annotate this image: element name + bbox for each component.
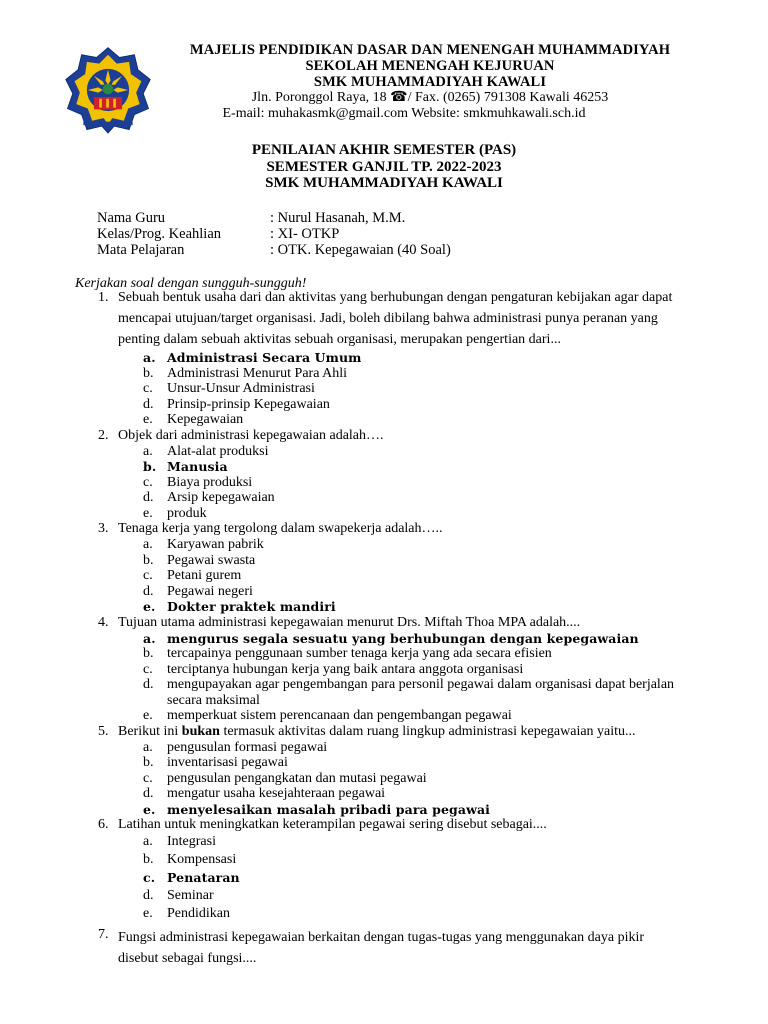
option-text: Penataran [167,870,240,885]
option-b [75,646,705,662]
question-text-line: Sebuah bentuk usaha dari dan aktivitas yang berhubungan dengan pengaturan kebijakan agar dapat [118,290,673,305]
question-text-line: Fungsi administrasi kepegawaian berkaitan dengan tugas-tugas yang menggunakan daya pikir [118,930,645,945]
question-number: 5. [98,723,109,739]
option-letter: d. [143,786,154,801]
info-row-teacher [97,210,451,226]
option-text: Alat-alat produksi [167,443,269,459]
question-number: 1. [98,290,109,305]
option-text: mengurus segala sesuatu yang berhubungan dengan kepegawaian [167,630,639,646]
option-letter: c. [143,568,153,583]
option-d [75,490,705,506]
exam-info [97,210,451,258]
option-text: memperkuat sistem perencanaan dan pengembangan pegawai [167,708,512,723]
option-text: Karyawan pabrik [167,537,264,552]
option-text: Pegawai swasta [167,552,256,568]
question-number: 7. [98,927,109,942]
option-letter: a. [143,443,153,459]
option-d [75,397,705,413]
question-list [75,290,705,969]
question-text: Tujuan utama administrasi kepegawaian menurut Drs. Miftah Thoa MPA adalah.... [118,614,581,630]
option-c [75,662,705,678]
info-value: : Nurul Hasanah, M.M. [270,210,406,226]
option-text: Kepegawaian [167,412,244,427]
option-text: Dokter praktek mandiri [167,599,336,614]
question-number: 4. [98,614,109,630]
option-text: pengusulan pengangkatan dan mutasi pegawai [167,770,427,786]
option-letter: d. [143,677,154,692]
info-value: : OTK. Kepegawaian (40 Soal) [270,242,451,258]
option-e [75,708,705,724]
option-letter: b. [143,459,157,474]
option-text: Administrasi Menurut Para Ahli [167,365,348,381]
option-b [75,366,705,382]
option-letter: e. [143,412,153,427]
option-text: Biaya produksi [167,474,253,490]
option-letter: b. [143,755,154,770]
option-letter: b. [143,365,154,381]
info-label: Nama Guru [97,210,166,226]
question-text-line: penting dalam sebuah aktivitas sebuah organisasi, merupakan pengertian dari... [118,332,561,347]
instruction: Kerjakan soal dengan sungguh-sungguh! [75,276,307,291]
option-a [75,740,705,756]
option-letter: c. [143,661,153,677]
option-letter: c. [143,870,156,885]
option-letter: a. [143,739,153,755]
option-text: Pegawai negeri [167,583,253,599]
option-text: Pendidikan [167,906,230,921]
question-text-emphasis: bukan [181,723,220,739]
question-text-line: disebut sebagai fungsi.... [118,951,257,966]
question-6 [75,817,705,833]
option-text: mengatur usaha kesejahteraan pegawai [167,786,386,801]
option-text: Prinsip-prinsip Kepegawaian [167,396,330,412]
question-text: Tenaga kerja yang tergolong dalam swapekerja adalah….. [118,521,443,536]
option-e [75,506,705,522]
question-text [118,287,698,350]
option-letter: d. [143,583,154,599]
exam-title-line-1: PENILAIAN AKHIR SEMESTER (PAS) [251,142,517,158]
question-text-part: termasuk aktivitas dalam ruang lingkup administrasi kepegawaian yaitu... [219,723,636,739]
question-3 [75,521,705,537]
option-letter: b. [143,852,154,867]
option-text: Unsur-Unsur Administrasi [167,381,315,396]
school-logo [64,46,152,134]
option-c [75,771,705,787]
exam-title-line-3: SMK MUHAMMADIYAH KAWALI [265,175,503,191]
option-text: Kompensasi [167,852,237,867]
option-text: produk [167,505,207,521]
question-text: Latihan untuk meningkatkan keterampilan pegawai sering disebut sebagai.... [118,817,547,832]
option-text: Administrasi Secara Umum [167,350,362,365]
option-e [75,599,705,615]
option-letter: d. [143,490,154,505]
info-label: Mata Pelajaran [97,242,185,258]
question-4 [75,615,705,631]
option-d [75,677,705,708]
option-d [75,887,705,905]
option-letter: e. [143,599,156,614]
option-text: Integrasi [167,834,216,849]
info-value: : XI- OTKP [270,226,340,242]
option-text: pengusulan formasi pegawai [167,739,328,755]
option-text: inventarisasi pegawai [167,755,288,770]
option-text-line: mengupayakan agar pengembangan para personil pegawai dalam organisasi dapat berjalan [167,677,675,692]
option-b [75,851,705,869]
option-text: Arsip kepegawaian [167,490,275,505]
question-text [118,724,698,740]
option-e [75,802,705,818]
option-letter: d. [143,396,154,412]
question-text: Objek dari administrasi kepegawaian adalah…. [118,427,384,443]
question-5 [75,724,705,740]
option-letter: c. [143,770,153,786]
letterhead-line-3: SMK MUHAMMADIYAH KAWALI [313,74,547,90]
question-text-line: mencapai utujuan/target organisasi. Jadi, boleh dibilang bahwa administrasi punya peranan yang [118,311,658,326]
option-letter: e. [143,801,156,817]
option-letter: a. [143,537,153,552]
info-label: Kelas/Prog. Keahlian [97,226,222,242]
option-d [75,584,705,600]
option-b [75,755,705,771]
option-letter: b. [143,646,154,661]
option-e [75,412,705,428]
option-letter: c. [143,474,153,490]
option-a [75,537,705,553]
question-2 [75,428,705,444]
option-letter: e. [143,708,153,723]
option-text: menyelesaikan masalah pribadi para pegawai [167,801,490,817]
option-letter: d. [143,888,154,903]
letterhead-contact: E-mail: muhakasmk@gmail.com Website: smkmuhkawali.sch.id [222,106,586,121]
option-a [75,833,705,851]
exam-title-line-2: SEMESTER GANJIL TP. 2022-2023 [266,158,502,175]
option-b [75,553,705,569]
option-a [75,444,705,460]
option-letter: a. [143,630,156,646]
question-1 [75,290,705,350]
option-d [75,786,705,802]
option-text: Seminar [167,888,214,903]
option-c [75,475,705,491]
letterhead-line-1: MAJELIS PENDIDIKAN DASAR DAN MENENGAH MUHAMMADIYAH [189,42,671,58]
option-e [75,905,705,923]
exam-title [0,142,768,192]
question-number: 2. [98,427,109,443]
option-letter: b. [143,552,154,568]
option-text [167,677,697,708]
letterhead-address: Jln. Poronggol Raya, 18 ☎/ Fax. (0265) 791308 Kawali 46253 [251,90,609,105]
letterhead [170,42,690,122]
option-text: Petani gurem [167,568,242,583]
option-c [75,869,705,887]
option-letter: e. [143,505,153,521]
option-letter: a. [143,350,156,365]
option-text: terciptanya hubungan kerja yang baik antara anggota organisasi [167,661,524,677]
option-a [75,350,705,366]
letterhead-line-2: SEKOLAH MENENGAH KEJURUAN [305,58,555,74]
info-row-class [97,226,451,242]
option-letter: a. [143,834,153,849]
option-text: tercapainya penggunaan sumber tenaga kerja yang ada secara efisien [167,646,552,661]
question-7 [75,927,705,969]
option-b [75,459,705,475]
option-text-line: secara maksimal [167,692,260,708]
info-row-subject [97,242,451,258]
question-text [118,927,698,969]
question-number: 3. [98,521,109,536]
option-letter: e. [143,906,153,921]
option-c [75,381,705,397]
option-a [75,631,705,647]
option-c [75,568,705,584]
question-text-part: Berikut ini [118,723,182,739]
question-number: 6. [98,817,109,832]
option-letter: c. [143,381,153,396]
option-text: Manusia [167,459,228,474]
